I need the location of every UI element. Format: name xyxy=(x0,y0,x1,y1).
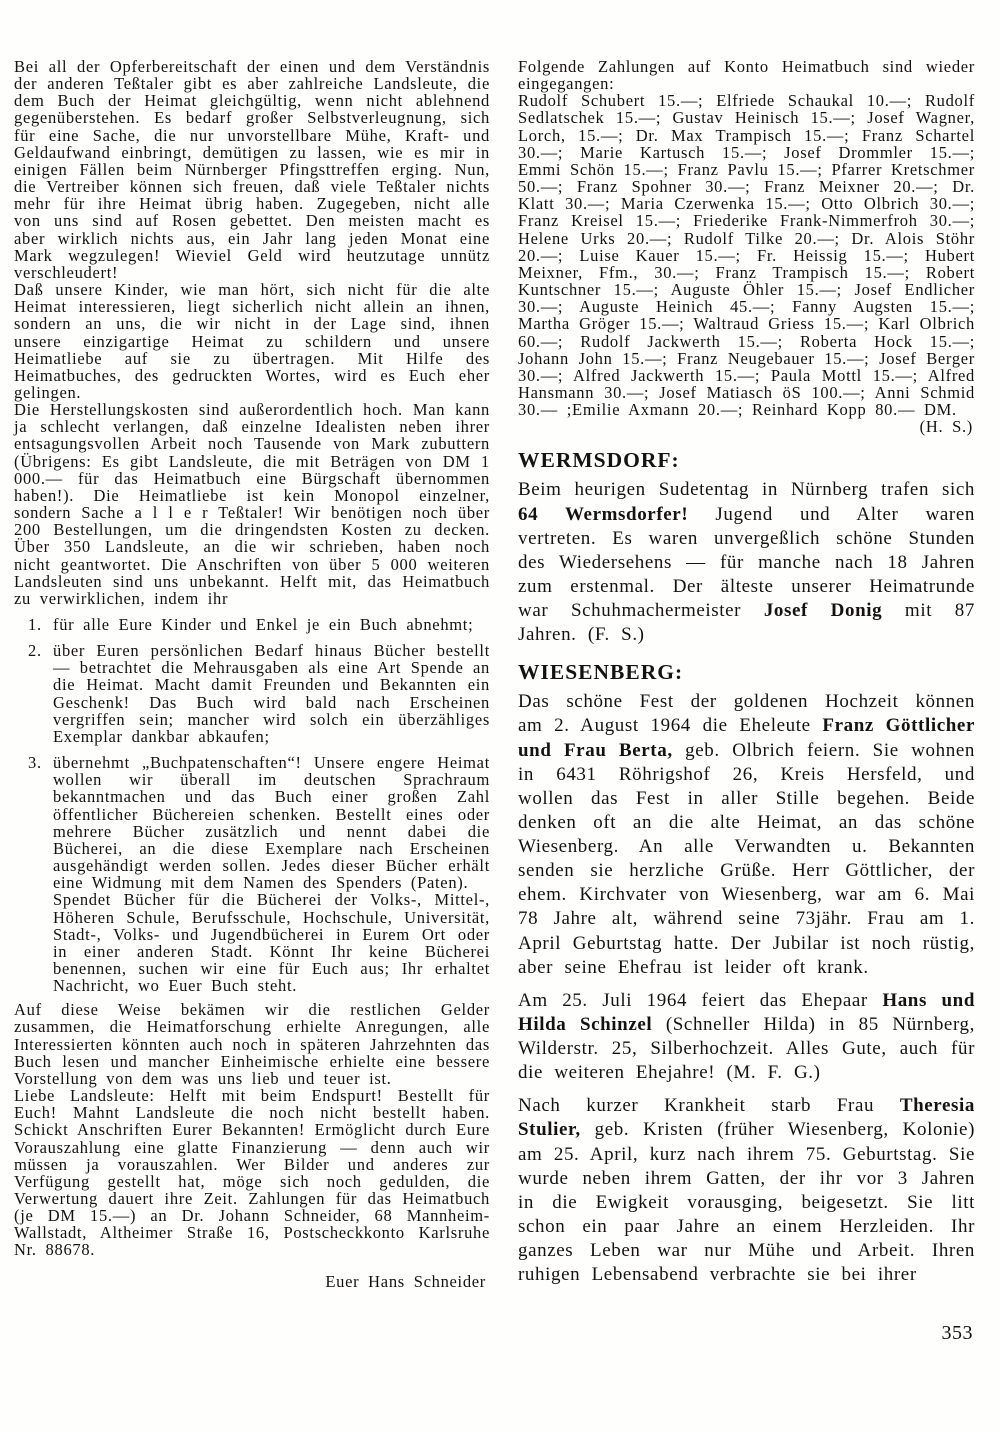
payments-list xyxy=(518,92,975,418)
right-column xyxy=(518,58,975,1296)
text-run: Jugend und Alter waren vertreten. Es waren unvergeßlich schöne Stunden des Wiedersehens — für manche nach 18 Jahren zum erstenmal. Der älteste unserer Heimatrunde war Schuhmachermeister xyxy=(518,503,975,622)
paragraph-children xyxy=(14,281,490,401)
list-item-text xyxy=(53,616,490,633)
list-item-text xyxy=(53,754,490,891)
text-run: Auf diese Weise bekämen wir die restlichen Gelder zusammen, die Heimatforschung erhielte Anregungen, alle Interessierten könnten auch noch in späteren Jahrzehnten das Buch lesen und mancher Einheimische erhielte eine bessere Vorstellung von dem was uns lieb und teuer ist. xyxy=(14,1000,490,1088)
left-column xyxy=(14,58,490,1296)
paragraph-endspurt xyxy=(14,1087,490,1259)
signature xyxy=(14,1273,490,1290)
text-run: Das schöne Fest der goldenen Hochzeit können am 2. August 1964 die Eheleute xyxy=(518,691,975,737)
list-item-2 xyxy=(14,642,490,745)
paragraph-payments-intro xyxy=(518,58,975,92)
paragraph-nachruf-stulier xyxy=(518,1094,975,1287)
bold-text: WERMSDORF: xyxy=(518,448,680,473)
text-run: Am 25. Juli 1964 feiert das Ehepaar xyxy=(518,989,883,1011)
page-number: 353 xyxy=(941,1322,973,1344)
paragraph-wermsdorf xyxy=(518,478,975,647)
text-run: Rudolf Schubert 15.—; Elfriede Schaukal 10.—; Rudolf Sedlatschek 15.—; Gustav Heinisch 15.—; Josef Wagner, Lorch, 15.—; Dr. Max Trampisch 15.—; Franz Schartel 30.—; Marie Kartusch 15.—; Josef Drommler 15.—; Emmi Schön 15.—; Franz Pavlu 15.—; Pfarrer Kretschmer 50.—; Franz Spohner 30.—; Franz Meixner 20.—; Dr. Klatt 30.—; Maria Czerwenka 15.—; Otto Olbrich 30.—; Franz Kreisel 15.—; Friederike Frank-Nimmerfroh 30.—; Helene Urks 20.—; Rudolf Tilke 20.—; Dr. Alois Stöhr 20.—; Luise Kauer 15.—; Fr. Heissig 15.—; Hubert Meixner, Ffm., 30.—; Franz Trampisch 15.—; Robert Kuntschner 15.—; Auguste Öhler 15.—; Josef Endlicher 30.—; Auguste Heinich 45.—; Fanny Augsten 15.—; Martha Gröger 15.—; Waltraud Griess 15.—; Karl Olbrich 60.—; Rudolf Jackwerth 15.—; Roberta Hock 15.—; Johann John 15.—; Franz Neugebauer 15.—; Josef Berger 30.—; Alfred Jackwerth 15.—; Paula Mottl 15.—; Alfred Hansmann 30.—; Josef Matiasch öS 100.—; Anni Schmid 30.— ;Emilie Axmann 20.—; Reinhard Kopp 80.— DM. xyxy=(518,91,975,420)
bold-text: 64 Wermsdorfer! xyxy=(518,503,689,525)
text-run: über Euren persönlichen Bedarf hinaus Bücher bestellt — betrachtet die Mehrausgaben als eine Art Spende an die Heimat. Macht damit Freunden und Bekannten ein Geschenk! Das Buch wird bald nach Erscheinen vergriffen sein; mancher wird solch ein überzähliges Exemplar dankbar abkaufen; xyxy=(53,641,490,746)
bold-text: WIESENBERG: xyxy=(518,660,684,685)
initials-note xyxy=(518,418,975,435)
text-run: für alle Eure Kinder und Enkel je ein Buch abnehmt; xyxy=(53,615,474,634)
two-column-layout xyxy=(14,58,975,1296)
list-number: 3. xyxy=(28,753,42,773)
list-item-1 xyxy=(14,616,490,633)
list-number: 2. xyxy=(28,641,42,661)
text-run: (Schneller Hilda) in 85 Nürnberg, Wilderstr. 25, Silberhochzeit. Alles Gute, auch für die weiteren Ehejahre! (M. F. G.) xyxy=(518,1013,975,1084)
section-heading-wiesenberg xyxy=(518,660,975,685)
paragraph-silberhochzeit xyxy=(518,989,975,1086)
bold-text: Hans und Hilda Schinzel xyxy=(518,989,975,1035)
text-run: Spendet Bücher für die Bücherei der Volks-, Mittel-, Höheren Schule, Berufsschule, Hochschule, Universität, Stadt-, Volks- und Jugendbücherei in Eurem Ort oder in einer anderen Stadt. Könnt Ihr keine Bücherei benennen, suchen wir eine für Euch aus; Ihr erhaltet Nachricht, wo Euer Buch steht. xyxy=(53,890,490,996)
text-run: Beim heurigen Sudetentag in Nürnberg trafen sich xyxy=(518,479,975,501)
text-run: geb. Olbrich feiern. Sie wohnen in 6431 Röhrigshof 26, Kreis Hersfeld, und wollen das Fest in aller Stille begehen. Beide denken oft an die alte Heimat, an das schöne Wiesenberg. An alle Verwandten u. Bekannten senden sie herzliche Grüße. Herr Göttlicher, der ehem. Kirchvater von Wiesenberg, war am 6. Mai 78 Jahre alt, während seine 73jähr. Frau am 1. April Geburtstag hatte. Der Jubilar ist noch rüstig, aber seine Ehefrau ist leider oft krank. xyxy=(518,739,975,978)
bold-text: Theresia Stulier, xyxy=(518,1095,975,1141)
bold-text: Josef Donig xyxy=(763,600,883,622)
text-run: übernehmt „Buchpatenschaften“! Unsere engere Heimat wollen wir überall im deutschen Sprachraum bekanntmachen und das Buch einer großen Zahl öffentlicher Büchereien schenken. Bestellt eines oder mehrere Bücher zusätzlich und nennt dabei die Bücherei, an die diese Exemplare nach Erscheinen ausgehändigt werden sollen. Jedes dieser Bücher erhält eine Widmung mit dem Namen des Spenders (Paten). xyxy=(53,753,490,893)
text-run: Nach kurzer Krankheit starb Frau xyxy=(518,1095,900,1117)
text-run: Folgende Zahlungen auf Konto Heimatbuch sind wieder eingegangen: xyxy=(518,57,975,94)
list-item-text xyxy=(53,642,490,745)
list-item-3 xyxy=(14,754,490,891)
text-run: Bei all der Opferbereitschaft der einen und dem Verständnis der anderen Teßtaler gibt es aber zahlreiche Landsleute, die dem Buch der Heimat gleichgültig, wenn nicht ablehnend gegenüberstehen. Es bedarf großer Selbstverleugnung, sich für eine Sache, die nur unvorstellbare Mühe, Kraft- und Geldaufwand einbringt, demütigen zu lassen, wie es mir in einigen Fällen beim Nürnberger Pfingsttreffen erging. Nun, die Vertreiber können sich freuen, daß viele Teßtaler nichts mehr für ihre Heimat übrig haben. Zugegeben, nicht alle von uns sind auf Rosen gebettet. Den meisten macht es aber wirklich nichts aus, ein Jahr lang jeden Monat eine Mark wegzulegen! Wieviel Geld wird heutzutage unnütz verschleudert! xyxy=(14,57,490,282)
text-run: (H. S.) xyxy=(919,417,973,437)
bold-text: Franz Göttlicher und Frau Berta, xyxy=(518,715,975,761)
paragraph-costs xyxy=(14,401,490,607)
paragraph-goldene-hochzeit xyxy=(518,690,975,980)
text-run: mit 87 Jahren. (F. S.) xyxy=(518,600,975,646)
paragraph-spendet-buecher xyxy=(53,891,490,994)
paragraph-auf-diese-weise xyxy=(14,1001,490,1087)
text-run: Liebe Landsleute: Helft mit beim Endspurt! Bestellt für Euch! Mahnt Landsleute die noch nicht bestellt haben. Schickt Anschriften Eurer Bekannten! Ermöglicht durch Eure Vorauszahlung eine glatte Finanzierung — denn auch wir müssen ja vorauszahlen. Wer Bilder und anderes zur Verfügung gestellt hat, möge sich noch gedulden, die Verwertung dauert ihre Zeit. Zahlungen für das Heimatbuch (je DM 15.—) an Dr. Johann Schneider, 68 Mannheim-Wallstadt, Altheimer Straße 16, Postscheckkonto Karlsruhe Nr. 88678. xyxy=(14,1086,490,1260)
text-run: Die Herstellungskosten sind außerordentlich hoch. Man kann ja schlecht verlangen, daß einzelne Idealisten neben ihrer entsagungsvollen Arbeit noch Tausende von Mark zubuttern (Übrigens: Es gibt Landsleute, die mit Beträgen von DM 1 000.— für das Heimatbuch eine Bürgschaft übernommen haben!). Die Heimatliebe ist kein Monopol einzelner, sondern Sache a l l e r Teßtaler! Wir benötigen noch über 200 Bestellungen, um die dringendsten Kosten zu decken. Über 350 Landsleute, an die wir schrieben, haben noch nicht geantwortet. Die Anschriften von über 5 000 weiteren Landsleuten sind uns unbekannt. Helft mit, das Heimatbuch zu verwirklichen, indem ihr xyxy=(14,400,490,608)
list-number: 1. xyxy=(28,615,42,634)
paragraph-appeal-intro xyxy=(14,58,490,281)
section-heading-wermsdorf xyxy=(518,448,975,473)
text-run: geb. Kristen (früher Wiesenberg, Kolonie) am 25. April, kurz nach ihrem 75. Geburtstag. Sie wurde neben ihrem Gatten, der ihr vor 3 Jahren in die Ewigkeit vorausging, beigesetzt. Sie litt schon ein paar Jahre an einem Herzleiden. Ihr ganzes Leben war nur Mühe und Arbeit. Ihren ruhigen Lebensabend verbrachte sie bei ihrer xyxy=(518,1119,975,1286)
text-run: Euer Hans Schneider xyxy=(325,1271,486,1291)
text-run: Daß unsere Kinder, wie man hört, sich nicht für die alte Heimat interessieren, liegt sicherlich nicht allein an ihnen, sondern an uns, die wir nicht in der Lage sind, ihnen unsere einzigartige Heimat zu schildern und unsere Heimatliebe auf sie zu übertragen. Mit Hilfe des Heimatbuches, des gedruckten Wortes, wird es Euch eher gelingen. xyxy=(14,280,490,402)
